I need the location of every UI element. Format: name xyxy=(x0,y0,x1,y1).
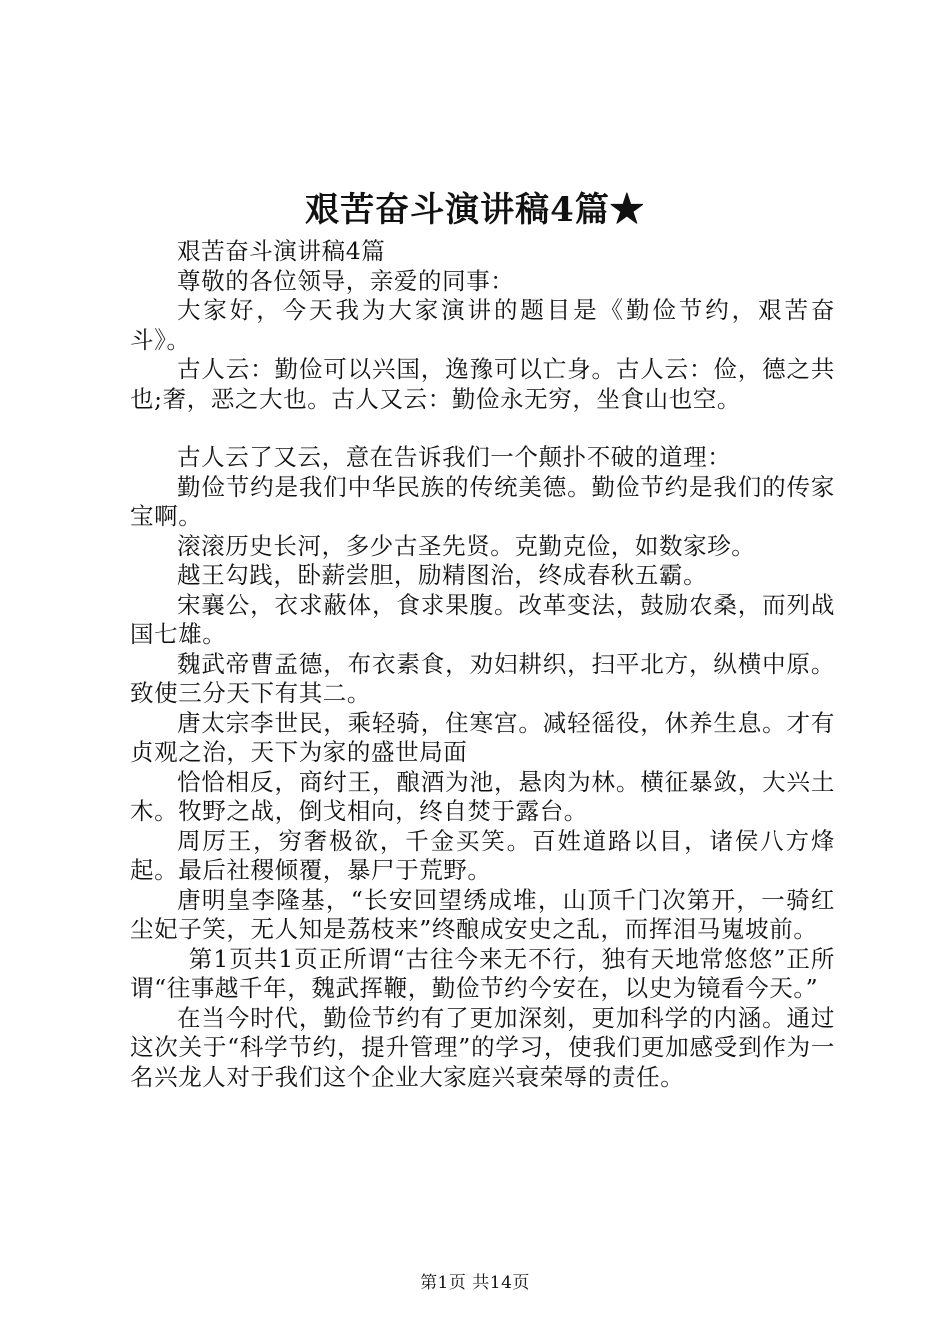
paragraph: 宋襄公，衣求蔽体，食求果腹。改革变法，鼓励农桑，而列战国七雄。 xyxy=(130,590,835,648)
paragraph: 越王勾践，卧薪尝胆，励精图治，终成春秋五霸。 xyxy=(177,561,708,589)
paragraph: 周厉王，穷奢极欲，千金买笑。百姓道路以目，诸侯八方烽起。最后社稷倾覆，暴尸于荒野。 xyxy=(130,826,835,884)
paragraph: 唐太宗李世民，乘轻骑，住寒宫。减轻徭役，休养生息。才有贞观之治，天下为家的盛世局面 xyxy=(130,708,835,766)
page-footer: 第1页 共14页 xyxy=(420,1273,530,1293)
paragraph-subtitle: 艰苦奋斗演讲稿4篇 xyxy=(177,237,386,265)
paragraph: 唐明皇李隆基，“长安回望绣成堆，山顶千门次第开，一骑红尘妃子笑，无人知是荔枝来”终酿成安史之乱，而挥泪马嵬坡前。 xyxy=(130,885,835,943)
paragraph: 在当今时代，勤俭节约有了更加深刻，更加科学的内涵。通过这次关于“科学节约，提升管理”的学习，使我们更加感受到作为一名兴龙人对于我们这个企业大家庭兴衰荣辱的责任。 xyxy=(130,1003,835,1091)
document-body xyxy=(130,237,835,1092)
paragraph: 古人云：勤俭可以兴国，逸豫可以亡身。古人云：俭，德之共也;奢，恶之大也。古人又云：勤俭永无穷，坐食山也空。 xyxy=(130,355,835,413)
paragraph: 勤俭节约是我们中华民族的传统美德。勤俭节约是我们的传家宝啊。 xyxy=(130,472,835,530)
paragraph: 大家好，今天我为大家演讲的题目是《勤俭节约，艰苦奋斗》。 xyxy=(130,296,835,354)
paragraph-salutation: 尊敬的各位领导，亲爱的同事： xyxy=(177,266,515,295)
page-title: 艰苦奋斗演讲稿4篇★ xyxy=(305,190,645,230)
paragraph: 恰恰相反，商纣王，酿酒为池，悬肉为林。横征暴敛，大兴土木。牧野之战，倒戈相向，终自焚于露台。 xyxy=(130,767,835,825)
paragraph: 滚滚历史长河，多少古圣先贤。克勤克俭，如数家珍。 xyxy=(177,531,756,560)
paragraph: 古人云了又云，意在告诉我们一个颠扑不破的道理： xyxy=(177,443,732,471)
paragraph: 魏武帝曹孟德，布衣素食，劝妇耕织，扫平北方，纵横中原。致使三分天下有其二。 xyxy=(130,649,835,707)
paragraph: 第1页共1页正所谓“古往今来无不行，独有天地常悠悠”正所谓“往事越千年，魏武挥鞭，勤俭节约今安在，以史为镜看今天。” xyxy=(130,944,835,1002)
